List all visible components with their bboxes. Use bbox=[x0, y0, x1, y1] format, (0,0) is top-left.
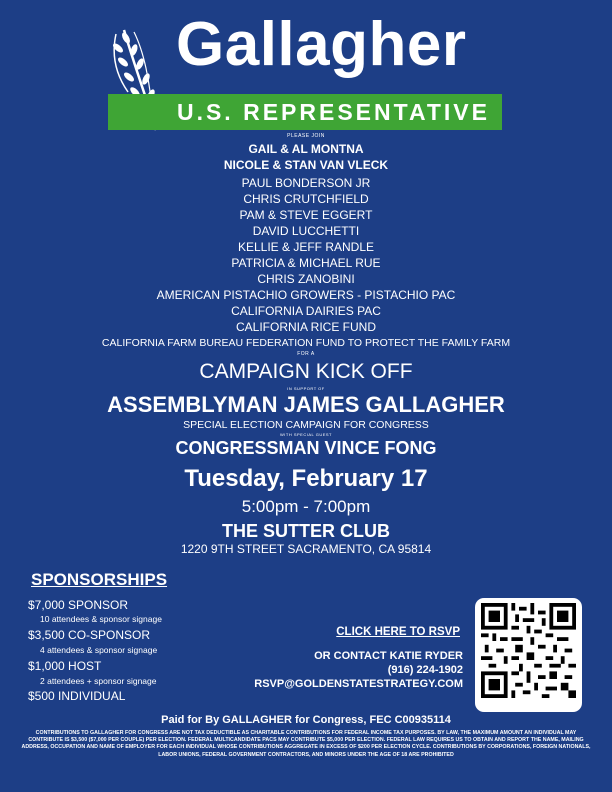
host-name: CALIFORNIA RICE FUND bbox=[235, 320, 376, 334]
sponsorships-title: SPONSORSHIPS bbox=[31, 570, 168, 589]
event-title: CAMPAIGN KICK OFF bbox=[199, 360, 413, 383]
for-a: FOR A bbox=[297, 351, 315, 357]
guest-name: CONGRESSMAN VINCE FONG bbox=[175, 438, 437, 458]
sponsor-note: 4 attendees & sponsor signage bbox=[40, 645, 158, 655]
host-name: AMERICAN PISTACHIO GROWERS - PISTACHIO PAC bbox=[156, 288, 456, 302]
logo-name: Gallagher bbox=[176, 10, 467, 79]
please-join: PLEASE JOIN bbox=[287, 133, 325, 139]
rsvp-link[interactable]: CLICK HERE TO RSVP bbox=[336, 626, 460, 638]
event-date: Tuesday, February 17 bbox=[184, 465, 428, 492]
rsvp-phone: (916) 224-1902 bbox=[387, 664, 463, 676]
host-name: CHRIS CRUTCHFIELD bbox=[243, 192, 369, 206]
rsvp-email[interactable]: RSVP@GOLDENSTATESTRATEGY.COM bbox=[254, 678, 463, 690]
event-time: 5:00pm - 7:00pm bbox=[241, 497, 371, 516]
host-name: KELLIE & JEFF RANDLE bbox=[237, 240, 375, 254]
host-name: PAM & STEVE EGGERT bbox=[239, 208, 373, 222]
host-name: CALIFORNIA FARM BUREAU FEDERATION FUND TO PROTECT THE FAMILY FARM bbox=[101, 337, 511, 349]
office-banner bbox=[108, 94, 502, 130]
candidate-name: ASSEMBLYMAN JAMES GALLAGHER bbox=[107, 392, 505, 417]
sponsor-level: $7,000 SPONSOR bbox=[28, 598, 129, 612]
in-support-of: IN SUPPORT OF bbox=[287, 386, 325, 391]
qr-code-icon bbox=[481, 603, 576, 698]
sponsor-level: $3,500 CO-SPONSOR bbox=[28, 628, 151, 642]
host-name: CALIFORNIA DAIRIES PAC bbox=[231, 304, 381, 318]
with-special-guest: WITH SPECIAL GUEST bbox=[280, 432, 332, 437]
sponsor-level: $1,000 HOST bbox=[28, 659, 102, 673]
rsvp-contact: OR CONTACT KATIE RYDER bbox=[314, 650, 463, 662]
venue-address: 1220 9TH STREET SACRAMENTO, CA 95814 bbox=[180, 542, 432, 556]
host-name: DAVID LUCCHETTI bbox=[252, 224, 360, 238]
host-name: PATRICIA & MICHAEL RUE bbox=[231, 256, 381, 270]
host-name: PAUL BONDERSON JR bbox=[241, 176, 371, 190]
host-featured: GAIL & AL MONTNA bbox=[248, 142, 364, 156]
venue-name: THE SUTTER CLUB bbox=[222, 521, 390, 541]
sponsor-note: 10 attendees & sponsor signage bbox=[40, 614, 162, 624]
qr-code-frame[interactable] bbox=[475, 598, 582, 712]
legal-disclaimer: CONTRIBUTIONS TO GALLAGHER FOR CONGRESS ARE NOT TAX DEDUCTIBLE AS CHARITABLE CONTRIBUTIONS FOR FEDERAL INCOME TAX PURPOSES. BY LAW, THE MAXIMUM AMOUNT AN INDIVIDUAL MAY CONTRIBUTE IS $3,500 ($7,000 PER COUPLE) PER ELECTION. FEDERAL MULTICANDIDATE PACS MAY CONTRIBUTE $5,000 PER ELECTION. FEDERAL LAW REQUIRES US TO OBTAIN AND REPORT THE NAME, MAILING ADDRESS, OCCUPATION AND NAME OF EMPLOYER FOR EACH INDIVIDUAL WHOSE CONTRIBUTIONS AGGREGATE IN EXCESS OF $200 PER ELECTION CYCLE. CONTRIBUTIONS BY CORPORATIONS, FOREIGN NATIONALS, LABOR UNIONS, FEDERAL GOVERNMENT CONTRACTORS, AND MINORS UNDER THE AGE OF 18 ARE PROHIBITED bbox=[21, 730, 591, 758]
office-title: U.S. REPRESENTATIVE bbox=[176, 99, 490, 125]
campaign-name: SPECIAL ELECTION CAMPAIGN FOR CONGRESS bbox=[183, 419, 429, 431]
sponsor-level: $500 INDIVIDUAL bbox=[28, 689, 126, 703]
sponsor-note: 2 attendees + sponsor signage bbox=[40, 676, 157, 686]
host-featured: NICOLE & STAN VAN VLECK bbox=[223, 158, 389, 172]
qr-scan-label: SCAN HERE bbox=[499, 700, 558, 711]
paid-for-line: Paid for By GALLAGHER for Congress, FEC C00935114 bbox=[161, 714, 451, 726]
host-name: CHRIS ZANOBINI bbox=[257, 272, 355, 286]
